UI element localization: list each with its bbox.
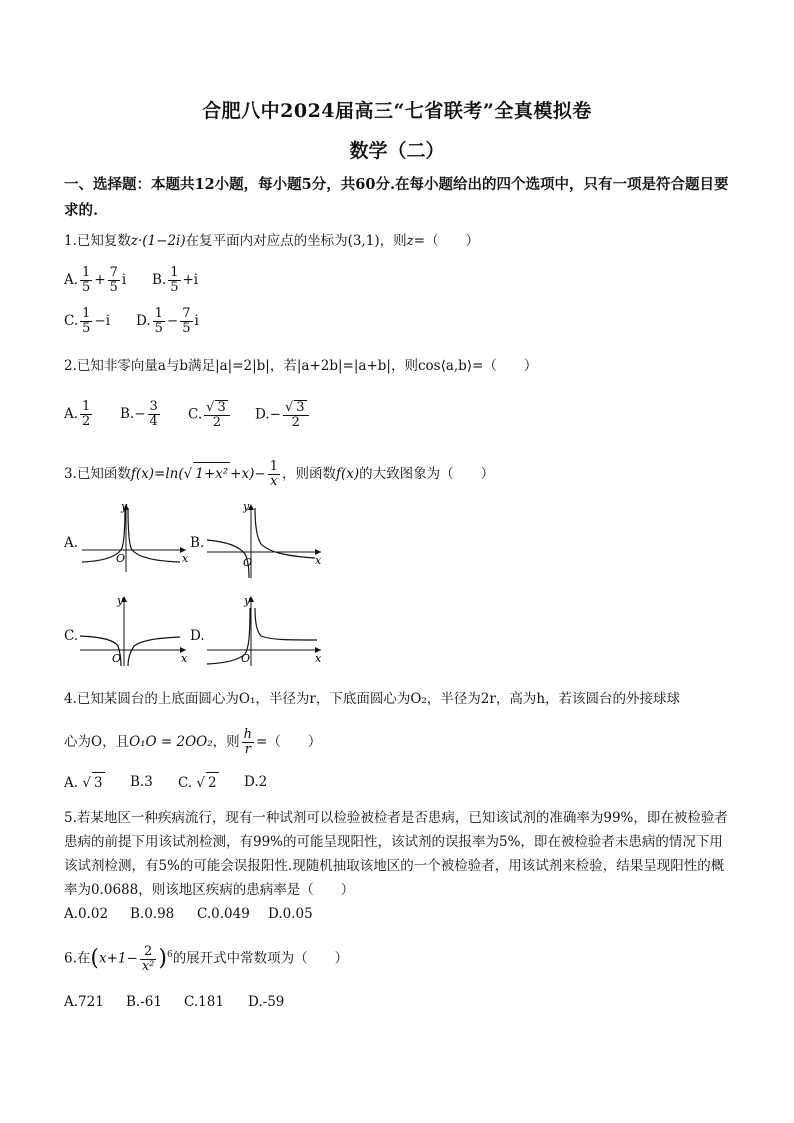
q4-vector-equation: O₁O = 2OO₂ <box>129 734 213 750</box>
q5-option-c: C.0.049 <box>197 906 250 922</box>
question-3-stem: 3.已知函数f(x)=ln(√ 1+x² +x)− $\frac{1}{x}$ ，则函数f(x)的大致图象为（ ） <box>64 459 495 489</box>
exam-subtitle: 数学（二） <box>349 140 445 162</box>
q5-option-a: A.0.02 <box>64 906 109 922</box>
question-5-stem: 5.若某地区一种疾病流行，现有一种试剂可以检验被检者是否患病，已知该试剂的准确率为99%，即在被检验者患病的前提下用该试剂检测，有99%的可能呈现阳性，该试剂的误报率为5%，即在被检验者未患病的情况下用该试剂检测，有5%的可能会误报阳性.现随机抽取该地区的一个被检验者，用该试剂来检验，结果呈现阳性的概率为0.0688，则该地区疾病的患病率是（ ） <box>64 810 728 898</box>
svg-text:y: y <box>117 594 124 607</box>
q2-option-a: A. $\frac{1}{2}$ <box>64 399 91 429</box>
svg-text:x: x <box>315 652 322 665</box>
q4-option-c: C. √ 2 <box>178 772 219 793</box>
q2-option-b: B.− $\frac{3}{4}$ <box>120 399 158 429</box>
q6-option-b: B.-61 <box>126 994 162 1010</box>
q5-option-b: B.0.98 <box>130 906 175 922</box>
q1-option-a: A. $\frac{1}{5}$ + $\frac{7}{5}$ i <box>64 265 127 295</box>
svg-text:y: y <box>244 594 251 607</box>
q3-graph-c <box>78 594 190 670</box>
q4-option-d: D.2 <box>244 774 268 790</box>
q3-graph-b <box>205 502 325 582</box>
q6-option-d: D.-59 <box>248 994 285 1010</box>
q5-option-d: D.0.05 <box>268 906 313 922</box>
svg-text:x: x <box>181 652 188 665</box>
exam-title: 合肥八中2024届高三“七省联考”全真模拟卷 <box>202 100 592 122</box>
question-6-stem: 6.在(x+1− $\frac{2}{\text{x²}}$ )$^6$的展开式中常数项为（ ） <box>64 943 349 974</box>
question-4-line-1: 4.已知某圆台的上底面圆心为O₁，半径为r，下底面圆心为O₂，半径为2r，高为h，若该圆台的外接球球 <box>64 691 681 707</box>
q3-graph-a-label: A. <box>64 535 79 551</box>
svg-text:O: O <box>243 556 253 569</box>
q1-option-c: C. $\frac{1}{5}$ −i <box>64 306 111 336</box>
q2-option-c: C. $\frac{√ 3}{2}$ <box>188 400 232 430</box>
svg-text:O: O <box>241 652 251 665</box>
q3-graph-a-y-label: y <box>121 500 128 513</box>
q3-graph-a-origin: O <box>116 552 126 565</box>
question-1-stem: 1.已知复数z·(1−2i)在复平面内对应点的坐标为(3,1)，则z=（ ） <box>64 233 480 249</box>
q6-option-c: C.181 <box>184 994 224 1010</box>
q1-coord: (3,1) <box>347 233 380 249</box>
svg-text:y: y <box>243 500 250 513</box>
q3-graph-d-label: D. <box>190 628 205 644</box>
q1-expr: z·(1−2i) <box>130 233 186 249</box>
q6-option-a: A.721 <box>64 994 104 1010</box>
q3-graph-c-label: C. <box>64 628 79 644</box>
question-4-line-2: 心为O，且O₁O = 2OO₂，则 $\frac{h}{r}$ =（ ） <box>64 727 322 757</box>
q1-option-b: B. $\frac{1}{5}$ +i <box>152 265 199 295</box>
q4-option-a: A. √ 3 <box>64 772 105 793</box>
q3-graph-a <box>80 502 190 574</box>
q3-graph-d <box>205 594 325 670</box>
q1-option-d: D. $\frac{1}{5}$ − $\frac{7}{5}$ i <box>136 306 199 336</box>
svg-text:x: x <box>315 554 322 567</box>
q2-option-d: D.− $\frac{√ 3}{2}$ <box>255 400 311 430</box>
q3-graph-b-label: B. <box>190 535 205 551</box>
q4-option-b: B.3 <box>130 774 153 790</box>
section-heading: 一、选择题：本题共12小题，每小题5分，共60分.在每小题给出的四个选项中，只有一项是符合题目要求的. <box>64 176 729 219</box>
svg-text:O: O <box>112 652 122 665</box>
q3-graph-a-x-label: x <box>182 552 189 565</box>
question-2-stem: 2.已知非零向量a与b满足|a|=2|b|，若|a+2b|=|a+b|，则cos⟨a,b⟩=（ ） <box>64 358 538 374</box>
